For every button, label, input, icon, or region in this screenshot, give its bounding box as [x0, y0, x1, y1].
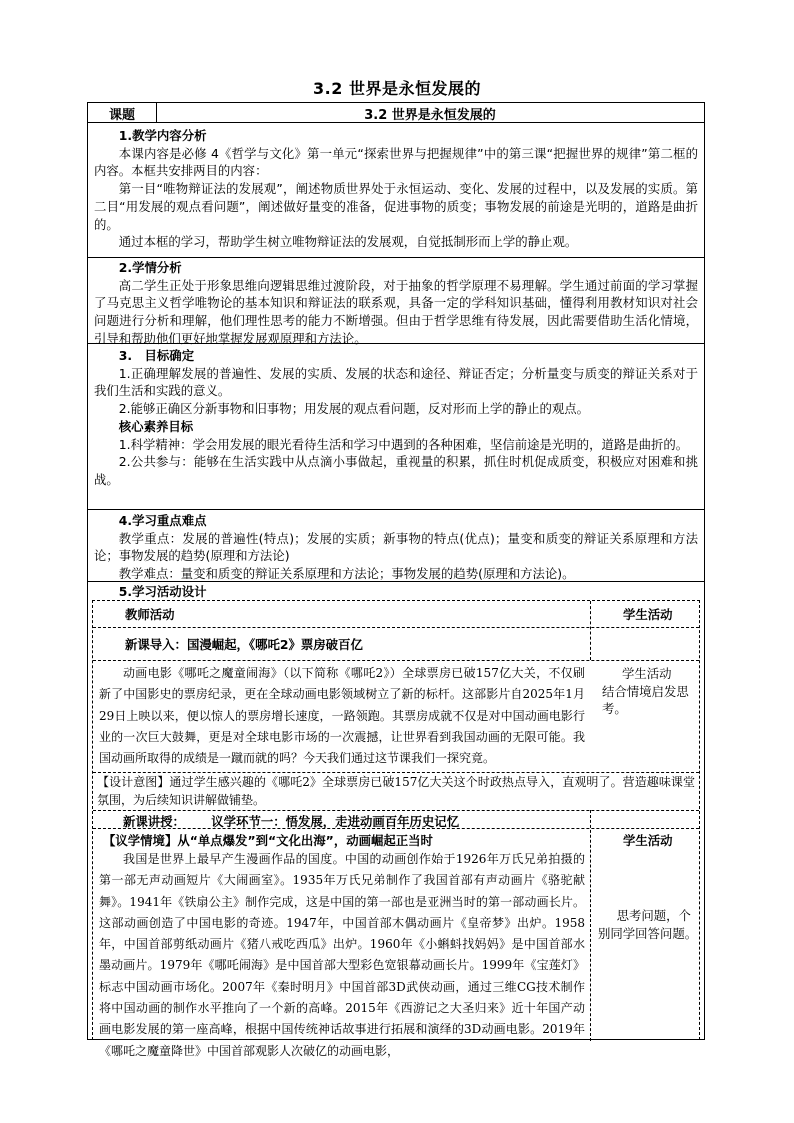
header-label: 课题 — [108, 108, 135, 123]
situation-student-label: 学生活动 — [623, 833, 673, 848]
subheading: 核心素养目标 — [118, 418, 194, 434]
student-activity-label: 学生活动 — [622, 666, 672, 681]
section-heading: 4.学习重点难点 — [118, 513, 207, 528]
section-heading: 3. 目标确定 — [118, 348, 195, 363]
page-title: 3.2 世界是永恒发展的 — [313, 79, 481, 98]
section-goals — [88, 344, 704, 510]
lecture-part: 议学环节一：悟发展，走进动画百年历史记忆 — [211, 814, 460, 829]
paragraph: 本课内容是必修 4《哲学与文化》第一单元“探索世界与把握规律”中的第三课“把握世界的规律”第二框的内容。本框共安排两目的内容： — [94, 145, 698, 179]
situation-title: 【议学情境】从“单点爆发”到“文化出海”，动画崛起正当时 — [103, 833, 433, 848]
paragraph: 第一目“唯物辩证法的发展观”，阐述物质世界处于永恒运动、变化、发展的过程中，以及发展的实质。第二目“用发展的观点看问题”，阐述做好量变的准备，促进事物的质变；事物发展的前途是光明的，道路是曲折的。 — [94, 181, 698, 232]
col-student-header: 学生活动 — [623, 607, 673, 622]
section-heading: 1.教学内容分析 — [118, 128, 207, 143]
paragraph: 教学难点：量变和质变的辩证关系原理和方法论；事物发展的趋势(原理和方法论)。 — [118, 566, 575, 582]
goal-item: 2.公共参与：能够在生活实践中从点滴小事做起，重视量的积累，抓住时机促成质变，积极应对困难和挑战。 — [94, 454, 698, 487]
student-activity-text: 结合情境启发思考。 — [602, 683, 689, 717]
paragraph: 高二学生正处于形象思维向逻辑思维过渡阶段，对于抽象的哲学原理不易理解。学生通过前面的学习掌握了马克思主义哲学唯物论的基本知识和辩证法的联系观，具备一定的学科知识基础，懂得利用教材知识对社会问题进行分析和理解，他们理性思考的能力不断增强。但由于哲学思维有待发展，因此需要借助生活化情境，引导和帮助他们更好地掌握发展观原理和方法论。 — [94, 277, 698, 346]
section-heading: 5.学习活动设计 — [118, 584, 207, 599]
lecture-line — [123, 812, 459, 830]
header-row — [88, 103, 704, 123]
section-learner-analysis — [88, 258, 704, 344]
col-teacher-header: 教师活动 — [125, 607, 175, 622]
intro-text: 动画电影《哪吒之魔童闹海》（以下简称《哪吒2》）全球票房已破157亿大关，不仅刷新了中国影史的票房纪录，更在全球动画电影领域树立了新的标杆。这部影片自2025年1月29日上映以来，便以惊人的票房增长速度，一路领跑。其票房成就不仅是对中国动画电影行业的一次巨大鼓舞，更是对全球电影市场的一次震撼，让世界看到我国动画的无限可能。我国动画所取得的成绩是一蹴而就的吗？今天我们通过这节课我们一探究竟。 — [99, 666, 585, 766]
section-activity-design — [88, 582, 704, 1058]
intro-title: 新课导入：国漫崛起，《哪吒2》票房破百亿 — [125, 637, 363, 652]
intro-student-cell — [602, 665, 698, 718]
header-value: 3.2 世界是永恒发展的 — [364, 108, 496, 123]
lesson-plan-table — [87, 102, 705, 1058]
activity-table — [92, 600, 700, 1058]
design-intent: 【设计意图】通过学生感兴趣的《哪吒2》全球票房已破157亿大关这个时政热点导入，直观明了。营造趣味课堂氛围，为后续知识讲解做铺垫。 — [97, 775, 695, 807]
goal-item: 1.科学精神：学会用发展的眼光看待生活和学习中遇到的各种困难，坚信前途是光明的，道路是曲折的。 — [118, 436, 689, 452]
lecture-label: 新课讲授： — [123, 814, 185, 829]
paragraph: 教学重点：发展的普遍性(特点)；发展的实质；新事物的特点(优点)；量变和质变的辩证关系原理和方法论；事物发展的趋势(原理和方法论) — [94, 530, 698, 564]
section-key-points — [88, 510, 704, 582]
goal-item: 1.正确理解发展的普遍性、发展的实质、发展的状态和途径、辩证否定；分析量变与质变的辩证关系对于我们生活和实践的意义。 — [94, 365, 698, 399]
goal-item: 2.能够正确区分新事物和旧事物；用发展的观点看问题，反对形而上学的静止的观点。 — [118, 401, 590, 417]
situation-text: 我国是世界上最早产生漫画作品的国度。中国的动画创作始于1926年万氏兄弟拍摄的第一部无声动画短片《大闹画室》。1935年万氏兄弟制作了我国首部有声动画片《骆驼献舞》。1941年《铁扇公主》制作完成，这是中国的第一部也是亚洲当时的第一部动画长片。这部动画创造了中国电影的奇迹。1947年，中国首部木偶动画片《皇帝梦》出炉。1958年，中国首部剪纸动画片《猪八戒吃西瓜》出炉。1960年《小蝌蚪找妈妈》是中国首部水墨动画片。1979年《哪吒闹海》是中国首部大型彩色宽银幕动画长片。1999年《宝莲灯》标志中国动画市场化。2007年《秦时明月》中国首部3D武侠动画，通过三维CG技术制作将中国动画的制作水平推向了一个新的高峰。2015年《西游记之大圣归来》近十年国产动画电影发展的第一座高峰，根据中国传统神话故事进行拓展和演绎的3D动画电影。2019年《哪吒之魔童降世》中国首部观影人次破亿的动画电影， — [99, 852, 585, 1058]
section-heading: 2.学情分析 — [118, 260, 182, 275]
paragraph: 通过本框的学习，帮助学生树立唯物辩证法的发展观，自觉抵制形而上学的静止观。 — [118, 234, 578, 250]
section-content-analysis — [88, 123, 704, 258]
situation-student-text: 思考问题，个别同学回答问题。 — [598, 908, 698, 941]
